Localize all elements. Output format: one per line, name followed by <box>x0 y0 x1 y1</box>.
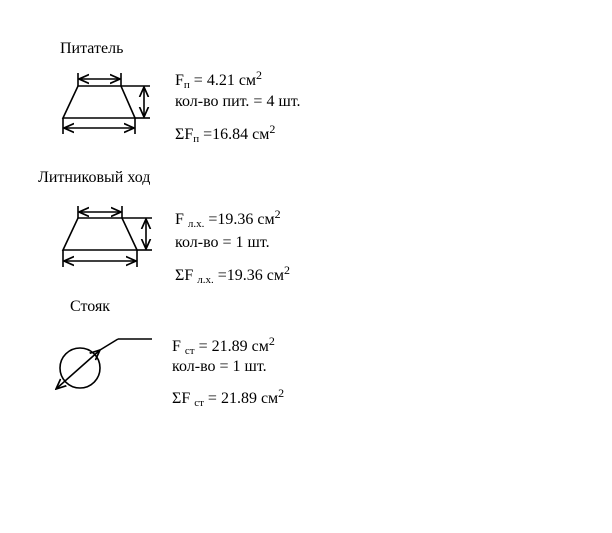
feeder-count: кол-во пит. = 4 шт. <box>175 93 301 110</box>
riser-area-formula: F $_{ст}$ = 21.89 $см^2$ <box>172 334 275 357</box>
section-title-feeder: Питатель <box>60 40 124 57</box>
riser-total-formula: ΣF $_{ст}$ = 21.89 $см^2$ <box>172 386 285 409</box>
section-title-runner: Литниковый ход <box>38 169 151 186</box>
runner-count: кол-во = 1 шт. <box>175 234 270 251</box>
riser-circle <box>56 339 152 389</box>
section-title-riser: Стояк <box>70 298 111 315</box>
runner-area-formula: F $_{л.х.}$ =19.36 $см^2$ <box>175 207 281 230</box>
feeder-total-formula: $\Sigma F_п =16.84$ $см^2$ <box>175 122 276 145</box>
runner-total-formula: ΣF $_{л.х.}$ =19.36 $см^2$ <box>175 263 290 286</box>
feeder-area-formula: $F_п = 4.21$ $см^2$ <box>175 68 263 91</box>
runner-trapezoid <box>63 206 152 267</box>
riser-count: кол-во = 1 шт. <box>172 358 267 375</box>
feeder-trapezoid <box>63 73 150 134</box>
